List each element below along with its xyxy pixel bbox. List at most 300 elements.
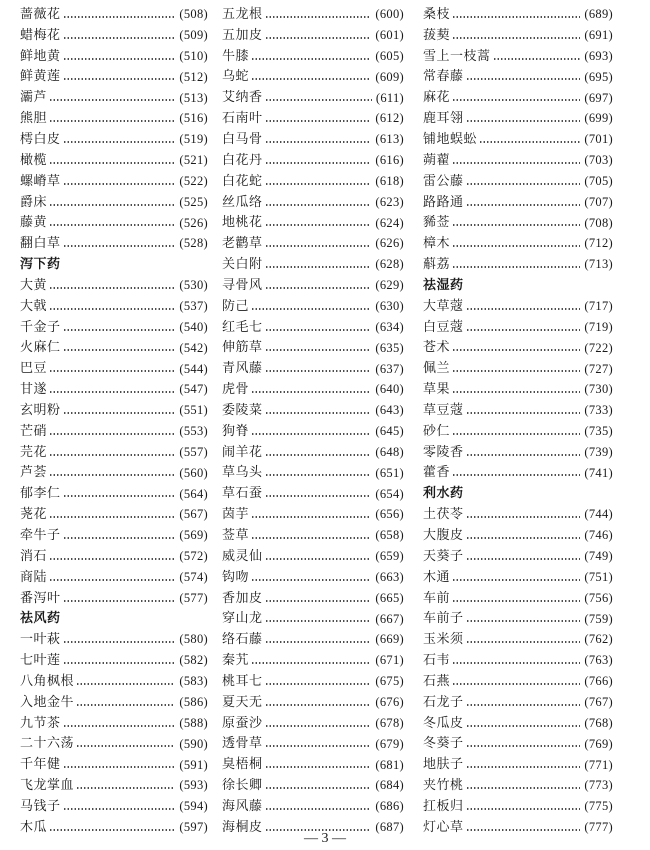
entry-page-number: (730) <box>584 382 613 397</box>
toc-entry <box>222 379 404 400</box>
dot-leader <box>265 370 372 372</box>
dot-leader <box>49 308 175 310</box>
entry-page-number: (768) <box>584 715 613 730</box>
entry-page-number: (528) <box>179 236 208 251</box>
entry-page-number: (669) <box>375 632 404 647</box>
entry-name: 白豆蔻 <box>423 319 464 335</box>
toc-entry <box>222 4 404 25</box>
toc-entry <box>20 25 208 46</box>
entry-name: 穿山龙 <box>222 611 263 627</box>
dot-leader <box>49 99 175 101</box>
toc-entry <box>222 317 404 338</box>
dot-leader <box>452 474 580 476</box>
dot-leader <box>466 516 581 518</box>
entry-name: 佩兰 <box>423 361 451 377</box>
entry-page-number: (744) <box>584 507 613 522</box>
toc-entry <box>222 796 404 817</box>
entry-name: 橄榄 <box>20 152 48 168</box>
toc-entry <box>423 463 613 484</box>
entry-page-number: (705) <box>584 173 613 188</box>
toc-entry <box>20 754 208 775</box>
entry-name: 鲜黄莲 <box>20 69 61 85</box>
entry-name: 雪上一枝蒿 <box>423 48 491 64</box>
entry-name: 白花蛇 <box>222 173 263 189</box>
dot-leader <box>251 391 371 393</box>
entry-page-number: (746) <box>584 528 613 543</box>
dot-leader <box>265 224 372 226</box>
toc-entry <box>423 671 613 692</box>
entry-page-number: (560) <box>179 465 208 480</box>
toc-entry <box>423 421 613 442</box>
entry-name: 白马骨 <box>222 131 263 147</box>
entry-name: 樟木 <box>423 236 451 252</box>
entry-name: 灞芦 <box>20 90 48 106</box>
entry-page-number: (667) <box>375 611 404 626</box>
entry-page-number: (767) <box>584 695 613 710</box>
entry-name: 威灵仙 <box>222 548 263 564</box>
entry-page-number: (613) <box>375 132 404 147</box>
entry-name: 藿香 <box>423 465 451 481</box>
toc-entry <box>423 650 613 671</box>
toc-entry <box>20 442 208 463</box>
entry-name: 菝葜 <box>423 27 451 43</box>
toc-entry <box>423 87 613 108</box>
entry-page-number: (582) <box>179 653 208 668</box>
toc-column-1 <box>20 4 208 838</box>
entry-name: 海风藤 <box>222 798 263 814</box>
entry-page-number: (676) <box>375 695 404 710</box>
entry-name: 地桃花 <box>222 215 263 231</box>
entry-name: 石燕 <box>423 673 451 689</box>
toc-entry <box>20 129 208 150</box>
dot-leader <box>76 704 175 706</box>
dot-leader <box>466 704 581 706</box>
toc-entry <box>423 358 613 379</box>
entry-page-number: (739) <box>584 444 613 459</box>
toc-entry <box>222 150 404 171</box>
entry-name: 扛板归 <box>423 798 464 814</box>
dot-leader <box>466 308 581 310</box>
entry-page-number: (521) <box>179 153 208 168</box>
toc-entry <box>423 734 613 755</box>
dot-leader <box>466 183 581 185</box>
entry-page-number: (766) <box>584 674 613 689</box>
dot-leader <box>265 808 372 810</box>
toc-entry <box>20 671 208 692</box>
toc-entry <box>20 713 208 734</box>
entry-name: 大戟 <box>20 298 48 314</box>
toc-entry <box>222 734 404 755</box>
toc-entry <box>222 629 404 650</box>
dot-leader <box>479 141 580 143</box>
entry-name: 甘遂 <box>20 382 48 398</box>
dot-leader <box>466 204 581 206</box>
entry-name: 透骨草 <box>222 736 263 752</box>
entry-page-number: (687) <box>375 820 404 835</box>
entry-name: 熊胆 <box>20 111 48 127</box>
toc-entry <box>20 421 208 442</box>
entry-name: 翻白草 <box>20 236 61 252</box>
toc-entry <box>20 483 208 504</box>
entry-name: 白花丹 <box>222 152 263 168</box>
section-title: 祛风药 <box>20 611 61 627</box>
entry-page-number: (588) <box>179 715 208 730</box>
entry-page-number: (708) <box>584 215 613 230</box>
toc-entry <box>423 129 613 150</box>
entry-name: 玉米须 <box>423 632 464 648</box>
dot-leader <box>265 745 372 747</box>
toc-column-2 <box>222 4 404 838</box>
toc-entry <box>423 775 613 796</box>
entry-page-number: (707) <box>584 194 613 209</box>
entry-page-number: (544) <box>179 361 208 376</box>
entry-name: 樗白皮 <box>20 131 61 147</box>
entry-name: 砂仁 <box>423 423 451 439</box>
entry-name: 牛膝 <box>222 48 250 64</box>
dot-leader <box>466 808 581 810</box>
toc-entry <box>20 629 208 650</box>
entry-page-number: (727) <box>584 361 613 376</box>
dot-leader <box>49 162 175 164</box>
toc-entry <box>20 734 208 755</box>
entry-name: 天葵子 <box>423 548 464 564</box>
entry-page-number: (654) <box>375 486 404 501</box>
toc-entry <box>222 692 404 713</box>
entry-name: 巴豆 <box>20 361 48 377</box>
dot-leader <box>265 766 372 768</box>
toc-entry <box>222 400 404 421</box>
entry-page-number: (629) <box>375 278 404 293</box>
toc-entry <box>423 796 613 817</box>
entry-page-number: (551) <box>179 403 208 418</box>
entry-name: 火麻仁 <box>20 340 61 356</box>
dot-leader <box>466 620 581 622</box>
entry-name: 寻骨风 <box>222 277 263 293</box>
entry-name: 木瓜 <box>20 819 48 835</box>
toc-entry <box>20 338 208 359</box>
toc-entry <box>222 463 404 484</box>
toc-entry <box>222 546 404 567</box>
entry-name: 石南叶 <box>222 111 263 127</box>
entry-page-number: (580) <box>179 632 208 647</box>
toc-entry <box>20 296 208 317</box>
toc-entry <box>222 254 404 275</box>
entry-name: 蔷薇花 <box>20 6 61 22</box>
dot-leader <box>452 391 580 393</box>
entry-name: 玄明粉 <box>20 402 61 418</box>
entry-name: 马钱子 <box>20 798 61 814</box>
toc-entry <box>20 796 208 817</box>
dot-leader <box>63 600 176 602</box>
dot-leader <box>265 412 372 414</box>
entry-name: 路路通 <box>423 194 464 210</box>
entry-page-number: (741) <box>584 465 613 480</box>
entry-name: 徐长卿 <box>222 778 263 794</box>
entry-page-number: (586) <box>179 695 208 710</box>
toc-entry <box>423 4 613 25</box>
dot-leader <box>452 600 580 602</box>
toc-entry <box>20 567 208 588</box>
toc-entry <box>423 338 613 359</box>
dot-leader <box>49 224 175 226</box>
toc-entry <box>222 504 404 525</box>
entry-name: 蒴藋 <box>423 152 451 168</box>
toc-entry <box>423 25 613 46</box>
entry-name: 零陵香 <box>423 444 464 460</box>
toc-entry <box>222 212 404 233</box>
dot-leader <box>49 474 175 476</box>
toc-entry <box>20 463 208 484</box>
toc-entry <box>222 296 404 317</box>
entry-name: 芒硝 <box>20 423 48 439</box>
entry-page-number: (735) <box>584 424 613 439</box>
entry-page-number: (689) <box>584 7 613 22</box>
entry-name: 雷公藤 <box>423 173 464 189</box>
entry-name: 豨莶 <box>423 215 451 231</box>
toc-entry <box>222 192 404 213</box>
toc-entry <box>423 629 613 650</box>
dot-leader <box>49 287 175 289</box>
entry-name: 爵床 <box>20 194 48 210</box>
entry-name: 芦荟 <box>20 465 48 481</box>
dot-leader <box>63 662 176 664</box>
dot-leader <box>76 683 175 685</box>
dot-leader <box>265 474 372 476</box>
dot-leader <box>49 558 175 560</box>
dot-leader <box>265 600 372 602</box>
toc-entry <box>20 275 208 296</box>
dot-leader <box>49 370 175 372</box>
entry-name: 常春藤 <box>423 69 464 85</box>
entry-page-number: (693) <box>584 48 613 63</box>
entry-name: 青风藤 <box>222 361 263 377</box>
entry-page-number: (777) <box>584 820 613 835</box>
entry-name: 螺嵴草 <box>20 173 61 189</box>
dot-leader <box>452 37 580 39</box>
entry-name: 地肤子 <box>423 757 464 773</box>
entry-name: 茵芋 <box>222 507 250 523</box>
dot-leader <box>265 725 372 727</box>
dot-leader <box>49 454 175 456</box>
toc-entry <box>423 442 613 463</box>
dot-leader <box>265 245 372 247</box>
entry-page-number: (678) <box>375 715 404 730</box>
entry-page-number: (733) <box>584 403 613 418</box>
entry-name: 桑枝 <box>423 6 451 22</box>
entry-page-number: (691) <box>584 28 613 43</box>
entry-page-number: (665) <box>375 590 404 605</box>
entry-name: 草乌头 <box>222 465 263 481</box>
entry-name: 木通 <box>423 569 451 585</box>
dot-leader <box>452 370 580 372</box>
entry-page-number: (775) <box>584 799 613 814</box>
dot-leader <box>63 412 176 414</box>
entry-name: 苍术 <box>423 340 451 356</box>
entry-name: 牵牛子 <box>20 528 61 544</box>
toc-entry <box>423 150 613 171</box>
toc-entry <box>20 379 208 400</box>
toc-entry <box>20 233 208 254</box>
dot-leader <box>466 787 581 789</box>
entry-page-number: (749) <box>584 549 613 564</box>
entry-name: 麻花 <box>423 90 451 106</box>
dot-leader <box>265 120 372 122</box>
entry-name: 钩吻 <box>222 569 250 585</box>
dot-leader <box>466 766 581 768</box>
entry-name: 秦艽 <box>222 653 250 669</box>
dot-leader <box>466 412 581 414</box>
entry-page-number: (719) <box>584 319 613 334</box>
entry-page-number: (542) <box>179 340 208 355</box>
dot-leader <box>265 620 372 622</box>
toc-entry <box>423 212 613 233</box>
section-heading <box>423 483 613 504</box>
entry-page-number: (557) <box>179 444 208 459</box>
toc-entry <box>20 150 208 171</box>
dot-leader <box>49 391 175 393</box>
toc-entry <box>20 775 208 796</box>
entry-page-number: (771) <box>584 757 613 772</box>
entry-page-number: (722) <box>584 340 613 355</box>
toc-entry <box>423 192 613 213</box>
dot-leader <box>265 787 372 789</box>
entry-page-number: (773) <box>584 778 613 793</box>
entry-name: 千年健 <box>20 757 61 773</box>
toc-entry <box>20 192 208 213</box>
entry-page-number: (640) <box>375 382 404 397</box>
toc-entry <box>222 671 404 692</box>
toc-entry <box>423 379 613 400</box>
entry-name: 五加皮 <box>222 27 263 43</box>
dot-leader <box>452 16 580 18</box>
entry-name: 大黄 <box>20 277 48 293</box>
entry-name: 虎骨 <box>222 382 250 398</box>
dot-leader <box>76 745 175 747</box>
toc-entry <box>222 87 404 108</box>
entry-page-number: (679) <box>375 736 404 751</box>
entry-page-number: (712) <box>584 236 613 251</box>
entry-name: 乌蛇 <box>222 69 250 85</box>
dot-leader <box>466 329 581 331</box>
entry-page-number: (717) <box>584 298 613 313</box>
entry-page-number: (635) <box>375 340 404 355</box>
entry-page-number: (701) <box>584 132 613 147</box>
entry-name: 番泻叶 <box>20 590 61 606</box>
entry-page-number: (508) <box>179 7 208 22</box>
entry-page-number: (537) <box>179 298 208 313</box>
entry-page-number: (590) <box>179 736 208 751</box>
entry-page-number: (626) <box>375 236 404 251</box>
toc-entry <box>222 46 404 67</box>
toc-entry <box>423 67 613 88</box>
toc-entry <box>222 358 404 379</box>
entry-page-number: (703) <box>584 153 613 168</box>
entry-page-number: (600) <box>375 7 404 22</box>
toc-entry <box>20 546 208 567</box>
entry-page-number: (675) <box>375 674 404 689</box>
toc-entry <box>423 46 613 67</box>
entry-name: 鲜地黄 <box>20 48 61 64</box>
toc-entry <box>423 400 613 421</box>
entry-name: 艾纳香 <box>222 90 263 106</box>
dot-leader <box>63 808 176 810</box>
entry-name: 芫花 <box>20 444 48 460</box>
toc-entry <box>423 608 613 629</box>
entry-page-number: (513) <box>179 90 208 105</box>
entry-page-number: (540) <box>179 319 208 334</box>
entry-page-number: (763) <box>584 653 613 668</box>
dot-leader <box>466 78 581 80</box>
toc-entry <box>423 525 613 546</box>
entry-page-number: (762) <box>584 632 613 647</box>
entry-name: 莶草 <box>222 528 250 544</box>
entry-page-number: (530) <box>179 278 208 293</box>
toc-entry <box>20 171 208 192</box>
entry-page-number: (547) <box>179 382 208 397</box>
dot-leader <box>251 579 371 581</box>
dot-leader <box>265 99 372 101</box>
entry-name: 臭梧桐 <box>222 757 263 773</box>
toc-entry <box>222 567 404 588</box>
entry-page-number: (509) <box>179 28 208 43</box>
toc-entry <box>20 46 208 67</box>
dot-leader <box>466 725 581 727</box>
dot-leader <box>452 349 580 351</box>
dot-leader <box>63 349 176 351</box>
dot-leader <box>265 183 372 185</box>
entry-name: 丝瓜络 <box>222 194 263 210</box>
toc-entry <box>423 296 613 317</box>
toc-entry <box>222 483 404 504</box>
entry-page-number: (572) <box>179 549 208 564</box>
dot-leader <box>265 329 372 331</box>
dot-leader <box>265 266 372 268</box>
entry-page-number: (630) <box>375 298 404 313</box>
toc-entry <box>222 754 404 775</box>
section-title: 利水药 <box>423 486 464 502</box>
dot-leader <box>63 641 176 643</box>
dot-leader <box>63 16 176 18</box>
entry-page-number: (583) <box>179 674 208 689</box>
toc-entry <box>20 504 208 525</box>
entry-page-number: (695) <box>584 69 613 84</box>
entry-page-number: (611) <box>375 90 404 105</box>
toc-entry <box>423 546 613 567</box>
dot-leader <box>466 454 581 456</box>
toc-entry <box>222 525 404 546</box>
dot-leader <box>265 204 372 206</box>
entry-page-number: (648) <box>375 444 404 459</box>
section-heading <box>423 275 613 296</box>
dot-leader <box>452 433 580 435</box>
section-title: 祛湿药 <box>423 277 464 293</box>
entry-page-number: (594) <box>179 799 208 814</box>
dot-leader <box>265 349 372 351</box>
dot-leader <box>76 787 175 789</box>
dot-leader <box>251 308 371 310</box>
entry-page-number: (512) <box>179 69 208 84</box>
entry-name: 红毛七 <box>222 319 263 335</box>
dot-leader <box>63 537 176 539</box>
entry-name: 石龙子 <box>423 694 464 710</box>
dot-leader <box>251 58 371 60</box>
toc-entry <box>20 400 208 421</box>
dot-leader <box>466 745 581 747</box>
entry-page-number: (577) <box>179 590 208 605</box>
entry-name: 原蚕沙 <box>222 715 263 731</box>
toc-entry <box>20 588 208 609</box>
entry-page-number: (526) <box>179 215 208 230</box>
